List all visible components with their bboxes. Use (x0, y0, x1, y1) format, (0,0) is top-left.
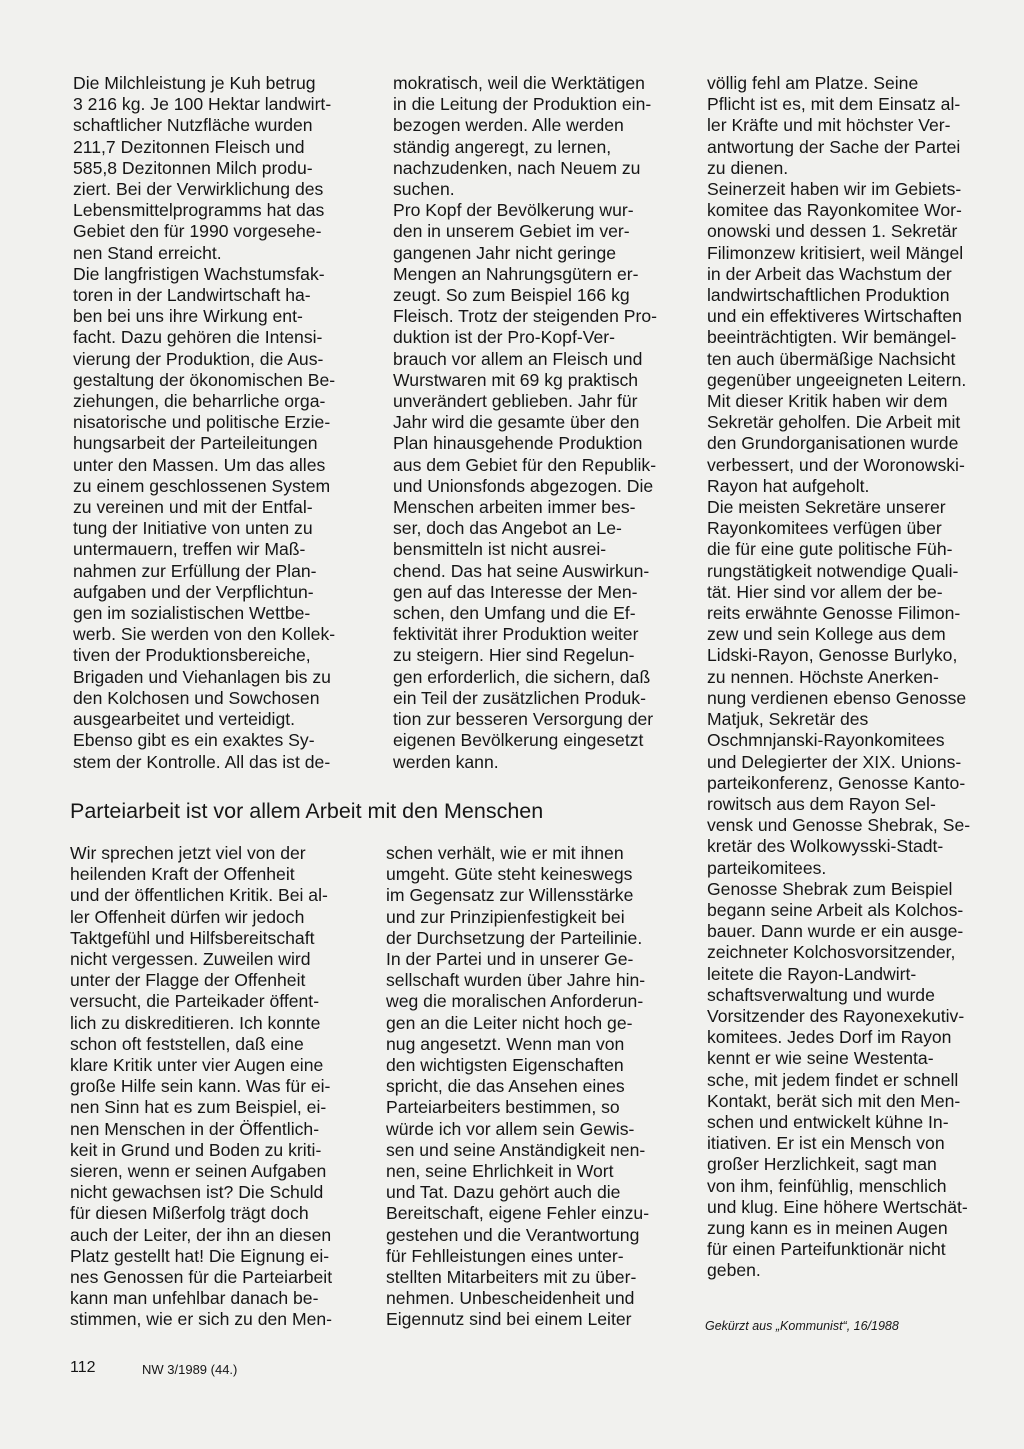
paragraph: schen verhält, wie er mit ihnen umgeht. Güte steht keineswegs im Gegensatz zur Willensstärke und zur Prinzipienfestigkeit bei der Durchsetzung der Parteilinie. In der Partei und in unserer Ge- sellschaft wurden über Jahre hin- weg die moralischen Anforderun- gen an die Leiter nicht hoch ge- nug angesetzt. Wenn man von den wichtigsten Eigenschaften spricht, die das Ansehen eines Parteiarbeiters bestimmen, so würde ich vor allem sein Gewis- sen und seine Anständigkeit nen- nen, seine Ehrlichkeit in Wort und Tat. Dazu gehört auch die Bereitschaft, eigene Fehler einzu- gestehen und die Verantwortung für Fehlleistungen eines unter- stellten Mitarbeiters mit zu über- nehmen. Unbescheidenheit und Eigennutz sind bei einem Leiter (386, 843, 650, 1330)
column-3 (707, 73, 1002, 1282)
paragraph: Pro Kopf der Bevölkerung wur- den in unserem Gebiet im ver- gangenen Jahr nicht geringe Mengen an Nahrungsgütern er- zeugt. So zum Beispiel 166 kg Fleisch. Trotz der steigenden Pro- duktion ist der Pro-Kopf-Ver- brauch vor allem an Fleisch und Wurstwaren mit 69 kg praktisch unverändert geblieben. Jahr für Jahr wird die gesamte über den Plan hinausgehende Produktion aus dem Gebiet für den Republik- und Unionsfonds abgezogen. Die Menschen arbeiten immer bes- ser, doch das Angebot an Le- bensmitteln ist nicht ausrei- chend. Das hat seine Auswirkun- gen auf das Interesse der Men- schen, den Umfang und die Ef- fektivität ihrer Produktion weiter zu steigern. Hier sind Regelun- gen erforderlich, die sichern, daß ein Teil der zusätzlichen Produk- tion zur besseren Versorgung der eigenen Bevölkerung eingesetzt werden kann. (393, 200, 658, 772)
paragraph: Die langfristigen Wachstumsfak- toren in der Landwirtschaft ha- ben bei uns ihre Wirkung ent- facht. Dazu gehören die Intensi- vierung der Produktion, die Aus- gestaltung der ökonomischen Be- ziehungen, die beharrliche orga- nisatorische und politische Erzie- hungsarbeit der Parteileitungen unter den Massen. Um das alles zu einem geschlossenen System zu vereinen und mit der Entfal- tung der Initiative von unten zu untermauern, treffen wir Maß- nahmen zur Erfüllung der Plan- aufgaben und der Verpflichtun- gen im sozialistischen Wettbe- werb. Sie werden von den Kollek- tiven der Produktionsbereiche, Brigaden und Viehanlagen bis zu den Kolchosen und Sowchosen ausgearbeitet und verteidigt. Ebenso gibt es ein exaktes Sy- stem der Kontrolle. All das ist de- (73, 263, 336, 772)
paragraph: Wir sprechen jetzt viel von der heilenden Kraft der Offenheit und der öffentlichen Kritik. Bei al- ler Offenheit dürfen wir jedoch Taktgefühl und Hilfsbereitschaft nicht vergessen. Zuweilen wird unter der Flagge der Offenheit versucht, die Parteikader öffent- lich zu diskreditieren. Ich konnte schon oft feststellen, daß eine klare Kritik unter vier Augen eine große Hilfe sein kann. Was für ei- nen Sinn hat es zum Beispiel, ei- nen Menschen in der Öffentlich- keit in Grund und Boden zu kriti- sieren, wenn er seinen Aufgaben nicht gewachsen ist? Die Schuld für diesen Mißerfolg trägt doch auch der Leiter, der ihn an diesen Platz gestellt hat! Die Eignung ei- nes Genossen für die Parteiarbeit kann man unfehlbar danach be- stimmen, wie er sich zu den Men- (70, 843, 333, 1330)
paragraph: Seinerzeit haben wir im Gebiets- komitee das Rayonkomitee Wor- onowski und dessen 1. Sekretär Filimonzew kritisiert, weil Mängel in der Arbeit das Wachstum der landwirtschaftlichen Produktion und ein effektiveres Wirtschaften beeinträchtigten. Wir bemängel- ten auch übermäßige Nachsicht gegenüber ungeeigneten Leitern. Mit dieser Kritik haben wir dem Sekretär geholfen. Die Arbeit mit den Grundorganisationen wurde verbessert, und der Woronowski- Rayon hat aufgeholt. (707, 179, 967, 496)
paragraph: Die meisten Sekretäre unserer Rayonkomitees verfügen über die für eine gute politische Füh- rungstätigkeit notwendige Quali- tät. Hier sind vor allem der be- reits erwähnte Genosse Filimon- zew und sein Kollege aus dem Lidski-Rayon, Genosse Burlyko, zu nennen. Höchste Anerken- nung verdienen ebenso Genosse Matjuk, Sekretär des Oschmnjanski-Rayonkomitees und Delegierter der XIX. Unions- parteikonferenz, Genosse Kanto- rowitsch aus dem Rayon Sel- vensk und Genosse Shebrak, Se- kretär des Wolkowysski-Stadt- parteikomitees. (707, 497, 971, 878)
column-2-bottom (386, 843, 686, 1331)
source-note: Gekürzt aus „Kommunist“, 16/1988 (705, 1319, 899, 1333)
column-1-top (73, 73, 373, 773)
page-number: 112 (70, 1359, 96, 1376)
paragraph: Genosse Shebrak zum Beispiel begann seine Arbeit als Kolchos- bauer. Dann wurde er ein ausge- zeichneter Kolchosvorsitzender, leitete die Rayon-Landwirt- schaftsverwaltung und wurde Vorsitzender des Rayonexekutiv- komitees. Jedes Dorf im Rayon kennt er wie seine Westenta- sche, mit jedem findet er schnell Kontakt, berät sich mit den Men- schen und entwickelt kühne In- itiativen. Er ist ein Mensch von großer Herzlichkeit, sagt man von ihm, feinfühlig, menschlich und klug. Eine höhere Wertschät- zung kann es in meinen Augen für einen Parteifunktionär nicht geben. (707, 878, 968, 1281)
section-heading: Parteiarbeit ist vor allem Arbeit mit den Menschen (70, 799, 544, 823)
paragraph: völlig fehl am Platze. Seine Pflicht ist es, mit dem Einsatz al- ler Kräfte und mit höchster Ver- antwortung der Sache der Partei zu dienen. (707, 73, 961, 178)
paragraph: Die Milchleistung je Kuh betrug 3 216 kg. Je 100 Hektar landwirt- schaftlicher Nutzfläche wurden 211,7 Dezitonnen Fleisch und 585,8 Dezitonnen Milch produ- ziert. Bei der Verwirklichung des Lebensmittelprogramms hat das Gebiet den für 1990 vorgesehe- nen Stand erreicht. (73, 73, 332, 263)
issue-label: NW 3/1989 (44.) (142, 1362, 238, 1377)
paragraph: mokratisch, weil die Werktätigen in die Leitung der Produktion ein- bezogen werden. Alle werden ständig angeregt, zu lernen, nachzudenken, nach Neuem zu suchen. (393, 73, 652, 200)
column-1-bottom (70, 843, 370, 1331)
column-2-top (393, 73, 693, 773)
